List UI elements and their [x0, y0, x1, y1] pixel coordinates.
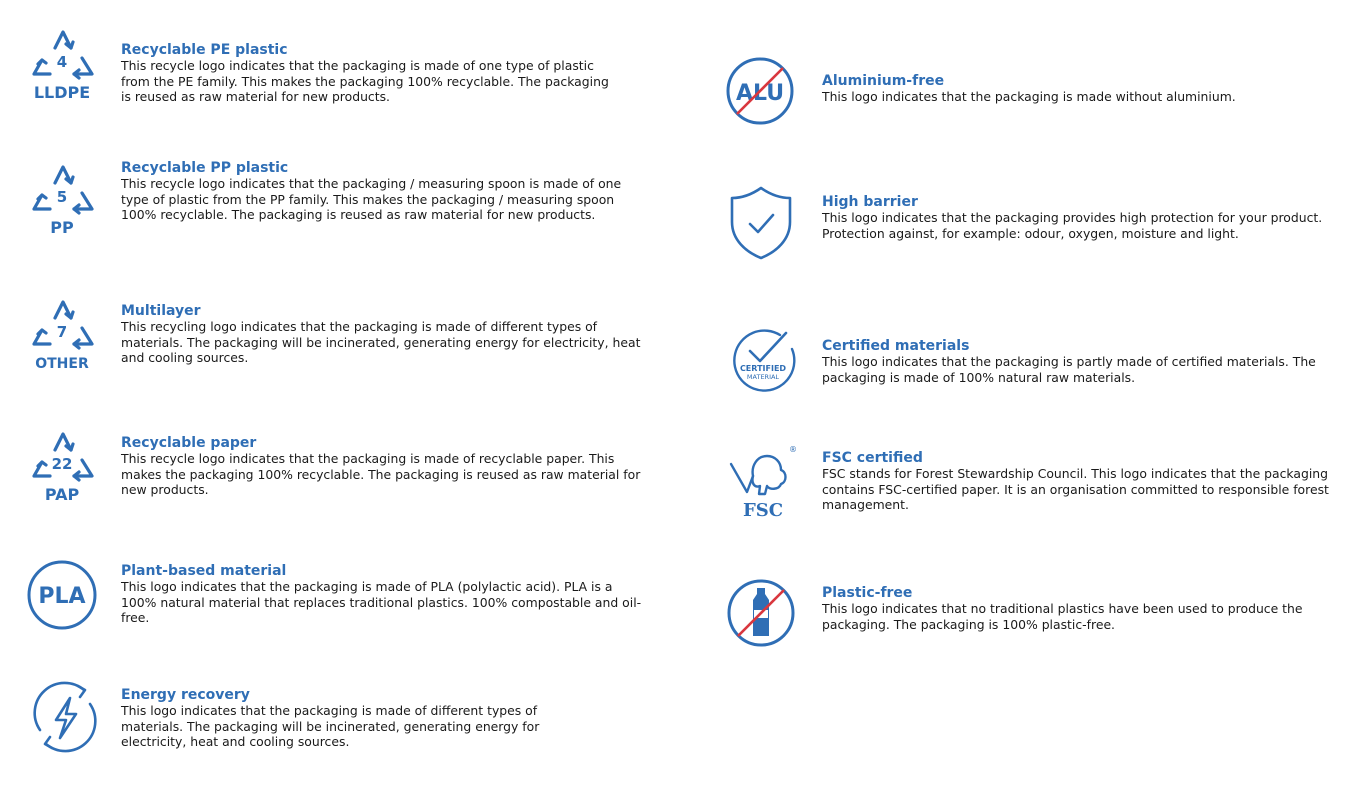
recycle-5-icon	[22, 157, 102, 237]
certified-label: CERTIFIED	[739, 364, 787, 373]
entry-title: Plant-based material	[121, 563, 287, 579]
entry-description: This logo indicates that the packaging is partly made of certified materials. The packaging is made of 100% natural raw materials.	[822, 354, 1316, 385]
entry-description: This logo indicates that no traditional plastics have been used to produce the packaging. The packaging is 100% plastic-free.	[822, 601, 1303, 632]
certified-material-icon	[730, 327, 796, 393]
recycle-code: 22	[51, 455, 73, 473]
pla-icon	[25, 558, 99, 632]
material-label: MATERIAL	[746, 373, 780, 381]
recycle-label: LLDPE	[33, 83, 91, 102]
entry-title: Recyclable PE plastic	[121, 42, 288, 58]
recycle-code: 4	[56, 53, 68, 71]
entry-title: Certified materials	[822, 338, 970, 354]
entry-title: Multilayer	[121, 303, 201, 319]
entry-description: This recycle logo indicates that the packaging is made of one type of plastic from the PE family. This makes the packaging 100% recyclable. The packaging is reused as raw material for new products.	[121, 58, 609, 104]
entry-description: FSC stands for Forest Stewardship Council. This logo indicates that the packaging contains FSC-certified paper. It is an organisation committed to responsible forest management.	[822, 466, 1329, 512]
entry-title: Energy recovery	[121, 687, 250, 703]
energy-recovery-icon	[28, 680, 102, 754]
plastic-free-bottle-icon	[726, 578, 796, 648]
entry-title: Recyclable PP plastic	[121, 160, 289, 176]
alu-free-icon	[725, 56, 795, 126]
recycle-7-icon	[22, 292, 102, 372]
pla-label: PLA	[38, 584, 86, 609]
entry-description: This recycle logo indicates that the packaging is made of recyclable paper. This makes the packaging 100% recyclable. The packaging is reused as raw material for new products.	[121, 451, 641, 497]
entry-title: Aluminium-free	[822, 73, 945, 89]
recycle-label: PP	[50, 218, 74, 237]
shield-check-icon	[728, 184, 794, 262]
entry-title: High barrier	[822, 194, 918, 210]
fsc-label: FSC	[742, 500, 784, 520]
recycle-code: 5	[56, 188, 68, 206]
recycle-22-icon	[22, 424, 102, 504]
entry-description: This logo indicates that the packaging is made without aluminium.	[822, 89, 1236, 104]
fsc-tree-icon	[725, 442, 797, 520]
entry-title: Plastic-free	[822, 585, 913, 601]
entry-description: This logo indicates that the packaging is made of different types of materials. The packaging will be incinerated, generating energy for electricity, heat and cooling sources.	[121, 703, 540, 749]
recycle-code: 7	[56, 323, 68, 341]
recycle-label: OTHER	[35, 356, 89, 372]
alu-label: ALU	[735, 81, 785, 106]
entry-description: This recycle logo indicates that the packaging / measuring spoon is made of one type of plastic from the PP family. This makes the packaging / measuring spoon 100% recyclable. The packaging is reused as raw material for new products.	[121, 176, 622, 222]
recycle-4-icon	[22, 22, 102, 102]
entry-title: Recyclable paper	[121, 435, 257, 451]
entry-description: This logo indicates that the packaging is made of PLA (polylactic acid). PLA is a 100% natural material that replaces traditional plastics. 100% compostable and oil-free.	[121, 579, 642, 625]
recycle-label: PAP	[44, 485, 80, 504]
registered-mark: ®	[789, 445, 797, 454]
entry-title: FSC certified	[822, 450, 923, 466]
entry-description: This logo indicates that the packaging provides high protection for your product. Protection against, for example: odour, oxygen, moisture and light.	[822, 210, 1323, 241]
entry-description: This recycling logo indicates that the packaging is made of different types of materials. The packaging will be incinerated, generating energy for electricity, heat and cooling sources.	[121, 319, 641, 365]
